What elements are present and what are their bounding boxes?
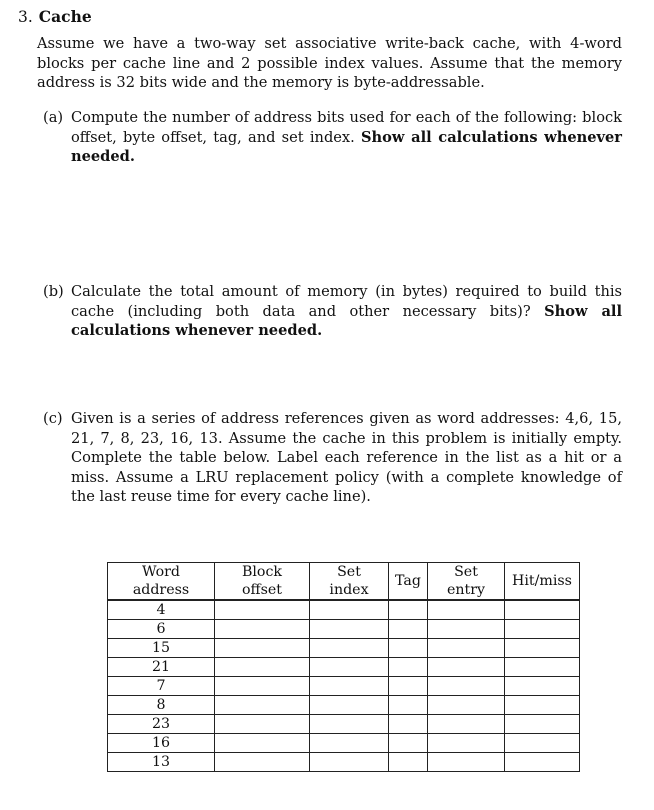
cell-block-offset[interactable] [215, 734, 310, 753]
question-number: 3. [18, 8, 33, 26]
header-tag: Tag [389, 563, 428, 601]
cell-hit-miss[interactable] [505, 658, 580, 677]
cell-block-offset[interactable] [215, 600, 310, 620]
table-row [108, 620, 580, 639]
cell-set-entry[interactable] [428, 620, 505, 639]
part-c [43, 409, 622, 507]
cell-block-offset[interactable] [215, 696, 310, 715]
cell-word-address: 4 [108, 600, 215, 620]
cell-tag[interactable] [389, 715, 428, 734]
cell-set-entry[interactable] [428, 753, 505, 772]
cell-word-address: 23 [108, 715, 215, 734]
cell-set-index[interactable] [310, 600, 389, 620]
cell-set-entry[interactable] [428, 715, 505, 734]
cell-tag[interactable] [389, 600, 428, 620]
part-b-label: (b) [43, 283, 64, 300]
part-a [43, 108, 622, 167]
table-row [108, 658, 580, 677]
cell-word-address: 6 [108, 620, 215, 639]
cell-set-entry[interactable] [428, 734, 505, 753]
cell-set-index[interactable] [310, 696, 389, 715]
cell-tag[interactable] [389, 734, 428, 753]
table-body [108, 600, 580, 772]
part-a-emphasis: Show all calculations whenever needed. [71, 128, 622, 165]
cell-tag[interactable] [389, 677, 428, 696]
part-c-text: Given is a series of address references given as word addresses: 4,6, 15, 21, 7, 8, 23, 16, 13. Assume the cache in this problem is initially empty. Complete the table below. Label each reference in the list as a hit or a miss. Assume a LRU replacement policy (with a complete knowledge of the last reuse time for every cache line). [71, 410, 622, 505]
part-b [43, 282, 622, 341]
cell-word-address: 13 [108, 753, 215, 772]
cell-set-entry[interactable] [428, 677, 505, 696]
cell-tag[interactable] [389, 639, 428, 658]
table-row [108, 639, 580, 658]
cell-set-index[interactable] [310, 734, 389, 753]
cell-tag[interactable] [389, 658, 428, 677]
cell-hit-miss[interactable] [505, 639, 580, 658]
cell-word-address: 16 [108, 734, 215, 753]
cell-block-offset[interactable] [215, 677, 310, 696]
cell-hit-miss[interactable] [505, 734, 580, 753]
cell-block-offset[interactable] [215, 620, 310, 639]
cell-set-index[interactable] [310, 715, 389, 734]
part-a-text: Compute the number of address bits used for each of the following: block offset, byte offset, tag, and set index. [71, 109, 622, 146]
part-c-label: (c) [43, 410, 63, 427]
header-block-offset: Block offset [215, 563, 310, 601]
cell-set-entry[interactable] [428, 600, 505, 620]
cell-word-address: 7 [108, 677, 215, 696]
cell-set-index[interactable] [310, 639, 389, 658]
part-b-emphasis: Show all calculations whenever needed. [71, 302, 622, 339]
header-set-entry: Set entry [428, 563, 505, 601]
cell-hit-miss[interactable] [505, 753, 580, 772]
cell-tag[interactable] [389, 696, 428, 715]
cell-block-offset[interactable] [215, 639, 310, 658]
cell-tag[interactable] [389, 620, 428, 639]
question-heading [18, 7, 92, 26]
cell-hit-miss[interactable] [505, 715, 580, 734]
cell-set-index[interactable] [310, 658, 389, 677]
cell-word-address: 21 [108, 658, 215, 677]
table-row [108, 715, 580, 734]
table-row [108, 677, 580, 696]
cell-hit-miss[interactable] [505, 600, 580, 620]
cell-tag[interactable] [389, 753, 428, 772]
header-word-address: Word address [108, 563, 215, 601]
cell-block-offset[interactable] [215, 715, 310, 734]
header-hit-miss: Hit/miss [505, 563, 580, 601]
cell-word-address: 8 [108, 696, 215, 715]
part-a-label: (a) [43, 109, 64, 126]
table-row [108, 696, 580, 715]
cell-set-entry[interactable] [428, 696, 505, 715]
cell-hit-miss[interactable] [505, 677, 580, 696]
cell-set-index[interactable] [310, 677, 389, 696]
cache-table [107, 562, 580, 772]
cell-block-offset[interactable] [215, 753, 310, 772]
table-row [108, 734, 580, 753]
cell-set-index[interactable] [310, 620, 389, 639]
table-row [108, 753, 580, 772]
cell-hit-miss[interactable] [505, 696, 580, 715]
cell-hit-miss[interactable] [505, 620, 580, 639]
cell-set-index[interactable] [310, 753, 389, 772]
header-set-index: Set index [310, 563, 389, 601]
table-row [108, 600, 580, 620]
part-b-text: Calculate the total amount of memory (in bytes) required to build this cache (including both data and other necessary bits)? [71, 283, 622, 320]
question-intro: Assume we have a two-way set associative write-back cache, with 4-word blocks per cache line and 2 possible index values. Assume that the memory address is 32 bits wide and the memory is byte-addressable. [37, 35, 622, 91]
question-title: Cache [38, 7, 92, 26]
cell-set-entry[interactable] [428, 658, 505, 677]
cell-set-entry[interactable] [428, 639, 505, 658]
cell-block-offset[interactable] [215, 658, 310, 677]
cell-word-address: 15 [108, 639, 215, 658]
table-header-row [108, 563, 580, 601]
